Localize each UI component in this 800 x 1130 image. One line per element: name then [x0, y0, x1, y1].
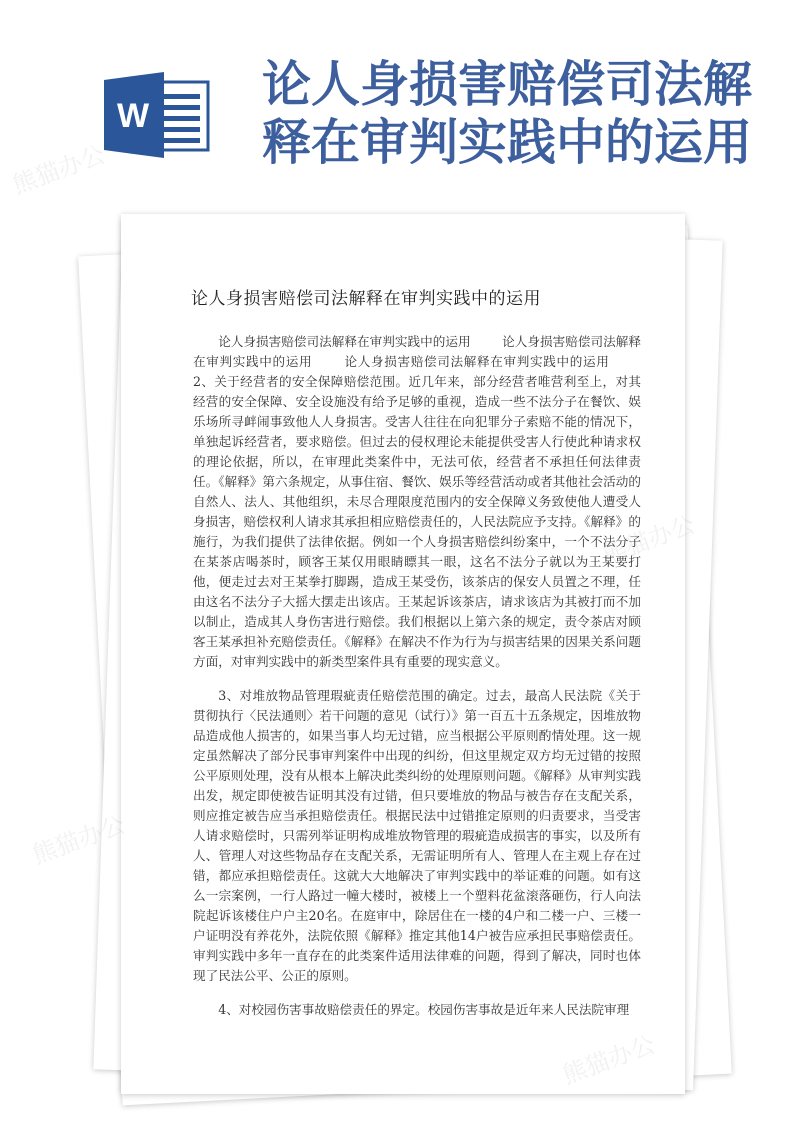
word-document-icon	[104, 72, 214, 158]
document-title: 论人身损害赔偿司法解释在审判实践中的运用	[191, 289, 541, 309]
header-title	[262, 56, 782, 172]
intro-paragraph	[193, 332, 641, 672]
document-body	[193, 332, 641, 1034]
header-title-line-2: 释在审判实践中的运用	[262, 114, 753, 171]
header-title-line-1: 论人身损害赔偿司法解	[262, 56, 753, 113]
paragraph-2: 2、关于经营者的安全保障赔偿范围。近几年来，部分经营者唯营利至上，对其经营的安全保障、安全设施没有给予足够的重视，造成一些不法分子在餐饮、娱乐场所寻衅闹事致他人人身损害。受害人往往在向犯罪分子索赔不能的情况下，单独起诉经营者，要求赔偿。但过去的侵权理论未能提供受害人行使此种请求权的理论依据，所以，在审理此类案件中，无法可依，经营者不承担任何法律责任。《解释》第六条规定，从事住宿、餐饮、娱乐等经营活动或者其他社会活动的自然人、法人、其他组织，未尽合理限度范围内的安全保障义务致使他人遭受人身损害，赔偿权利人请求其承担相应赔偿责任的，人民法院应予支持。《解释》的施行，为我们提供了法律依据。例如一个人身损害赔偿纠纷案中，一个不法分子在某茶店喝茶时，顾客王某仅用眼睛瞟其一眼，这名不法分子就以为王某要打他，便走过去对王某拳打脚踢，造成王某受伤，该茶店的保安人员置之不理，任由这名不法分子大摇大摆走出该店。王某起诉该茶店，请求该店为其被打而不加以制止，造成其人身伤害进行赔偿。我们根据以上第六条的规定，责令茶店对顾客王某承担补充赔偿责任。《解释》在解决不作为行为与损害结果的因果关系问题方面，对审判实践中的新类型案件具有重要的现实意义。	[193, 374, 641, 669]
logo-letter: W	[116, 97, 150, 135]
watermark: 熊猫办公	[28, 810, 129, 870]
intro-text-b: 论人身损害赔偿司法解释在审判实践中的运用	[193, 334, 642, 369]
intro-text-a: 论人身损害赔偿司法解释在审判实践中的运用	[218, 334, 471, 349]
header	[0, 0, 800, 200]
watermark: 熊猫办公	[8, 140, 109, 200]
document-page	[121, 214, 685, 1094]
paragraph-3: 3、对堆放物品管理瑕疵责任赔偿范围的确定。过去，最高人民法院《关于贯彻执行〈民法通则〉若干问题的意见（试行）》第一百五十五条规定，因堆放物品造成他人损害的，如果当事人均无过错，应当根据公平原则酌情处理。这一规定虽然解决了部分民事审判案件中出现的纠纷，但这里规定双方均无过错的按照公平原则处理，没有从根本上解决此类纠纷的处理原则问题。《解释》从审判实践出发，规定即使被告证明其没有过错，但只要堆放的物品与被告存在支配关系，则应推定被告应当承担赔偿责任。根据民法中过错推定原则的归责要求，当受害人请求赔偿时，只需列举证明构成堆放物管理的瑕疵造成损害的事实，以及所有人、管理人对这些物品存在支配关系，无需证明所有人、管理人在主观上存在过错，都应承担赔偿责任。这就大大地解决了审判实践中的举证难的问题。如有这么一宗案例，一行人路过一幢大楼时，被楼上一个塑料花盆滚落砸伤，行人向法院起诉该楼住户户主20名。在庭审中，除居住在一楼的4户和二楼一户、三楼一户证明没有养花外，法院依照《解释》推定其他14户被告应承担民事赔偿责任。审判实践中多年一直存在的此类案件适用法律难的问题，得到了解决，同时也体现了民法公平、公正的原则。	[193, 688, 641, 983]
intro-text-c: 论人身损害赔偿司法解释在审判实践中的运用	[343, 354, 610, 369]
paragraph-4: 4、对校园伤害事故赔偿责任的界定。校园伤害事故是近年来人民法院审理	[218, 1002, 630, 1017]
